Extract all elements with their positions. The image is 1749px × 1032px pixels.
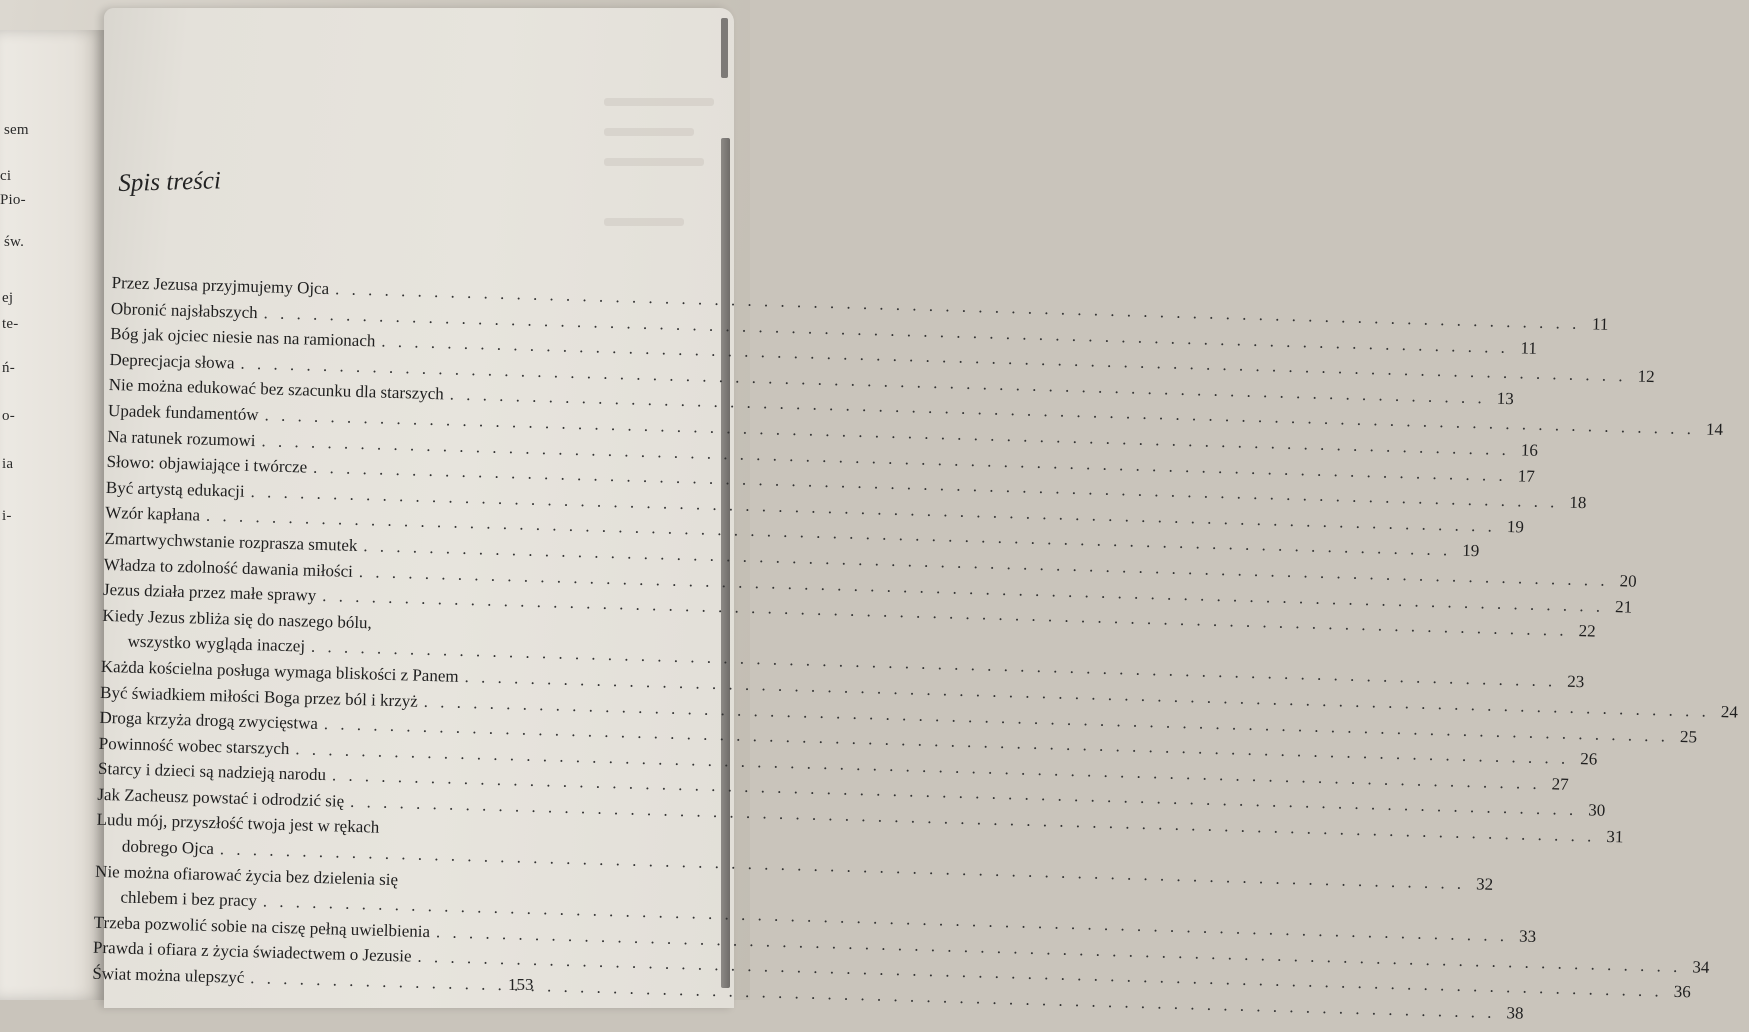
- toc-entry-title: Słowo: objawiające i twórcze: [106, 452, 308, 477]
- toc-entry-title: Droga krzyża drogą zwycięstwa: [99, 707, 319, 734]
- toc-entry-title: Deprecjacja słowa: [109, 349, 235, 373]
- toc-entry-title: Władza to zdolność dawania miłości: [103, 554, 354, 581]
- show-through-text: [604, 218, 684, 226]
- toc-entry-page: 18: [1569, 492, 1587, 513]
- toc-entry-page: 11: [1520, 337, 1538, 358]
- toc-entry-page: 30: [1587, 800, 1606, 821]
- toc-entry-title: Prawda i ofiara z życia świadectwem o Jezusie: [92, 938, 412, 967]
- left-text-fragment: te-: [2, 316, 19, 332]
- page-number: 153: [508, 975, 534, 994]
- toc-entry-title: Każda kościelna posługa wymaga bliskości z Panem: [100, 656, 459, 686]
- toc-entry-title: Świat można ulepszyć: [92, 963, 245, 987]
- toc-entry-page: 31: [1606, 826, 1624, 847]
- left-text-fragment: o-: [2, 408, 15, 424]
- toc-entry-title: Jak Zacheusz powstać i odrodzić się: [97, 784, 345, 811]
- toc-entry-page: 11: [1591, 314, 1609, 334]
- left-text-fragment: Pio-: [0, 192, 26, 208]
- toc-entry-title: Bóg jak ojciec niesie nas na ramionach: [109, 324, 376, 351]
- toc-entry-title: Być artystą edukacji: [105, 477, 245, 501]
- toc-entry-title: Wzór kapłana: [104, 503, 201, 525]
- toc-entry-title-line2: dobrego Ojca: [121, 836, 215, 859]
- show-through-text: [604, 128, 694, 136]
- toc-entry-page: 20: [1619, 571, 1637, 591]
- toc-entry-page: 17: [1517, 465, 1536, 486]
- toc-entry-page: 34: [1692, 957, 1710, 977]
- toc-entry-title: Starcy i dzieci są nadzieją narodu: [97, 759, 327, 785]
- toc-entry-page: 38: [1506, 1003, 1524, 1023]
- toc-entry-title: Jezus działa przez małe sprawy: [102, 580, 317, 605]
- toc-entry-page: 27: [1551, 774, 1569, 794]
- left-text-fragment: ej: [2, 290, 14, 306]
- toc-entry-title: Przez Jezusa przyjmujemy Ojca: [111, 272, 330, 299]
- toc-entry-page: 25: [1679, 726, 1698, 746]
- toc-entry-page: 13: [1496, 388, 1515, 408]
- toc-entry-page: 26: [1579, 749, 1598, 769]
- toc-entry-title: Obronić najsłabszych: [110, 298, 258, 322]
- toc-entry-page: 19: [1506, 516, 1525, 537]
- toc-entry-title: Być świadkiem miłości Boga przez ból i krzyż: [99, 682, 419, 711]
- left-text-fragment: i-: [2, 508, 12, 524]
- page-edge-shadow: [721, 18, 728, 78]
- toc-entry-title: Powinność wobec starszych: [98, 733, 290, 758]
- toc-entry-title-line2: wszystko wygląda inaczej: [127, 631, 306, 656]
- left-text-fragment: św.: [4, 234, 25, 250]
- toc-entry-page: 19: [1462, 541, 1480, 561]
- toc-entry-title: Trzeba pozwolić sobie na ciszę pełną uwielbienia: [93, 912, 431, 941]
- left-text-fragment: ń-: [2, 360, 15, 376]
- toc-entry-page: 36: [1673, 982, 1692, 1002]
- toc-entry-title-line2: chlebem i bez pracy: [120, 887, 258, 911]
- toc-entry-page: 33: [1518, 926, 1537, 947]
- left-text-fragment: ia: [2, 456, 14, 472]
- toc-entry-page: 22: [1578, 621, 1596, 641]
- show-through-text: [604, 98, 714, 106]
- toc-heading: Spis treści: [118, 167, 222, 197]
- toc-entry-title: Na ratunek rozumowi: [107, 426, 256, 450]
- left-text-fragment: ci: [0, 168, 12, 184]
- table-of-contents: [92, 270, 1739, 1023]
- toc-entry-page: 16: [1520, 440, 1539, 460]
- toc-entry-page: 21: [1614, 596, 1633, 617]
- toc-entry-title: Upadek fundamentów: [107, 400, 259, 425]
- toc-entry-title: Zmartwychwstanie rozprasza smutek: [104, 528, 358, 555]
- toc-entry-page: 32: [1475, 874, 1494, 894]
- toc-entry-title: Nie można ofiarować życia bez dzielenia się: [94, 861, 399, 889]
- toc-entry-page: 24: [1720, 702, 1739, 722]
- toc-entry-title: Kiedy Jezus zbliża się do naszego bólu,: [102, 605, 373, 633]
- left-page: [0, 30, 104, 1000]
- left-text-fragment: sem: [4, 122, 29, 138]
- show-through-text: [604, 158, 704, 166]
- toc-entry-page: 14: [1705, 419, 1724, 440]
- toc-entry-page: 23: [1567, 672, 1585, 692]
- toc-entry-page: 12: [1637, 366, 1655, 387]
- toc-entry-title: Nie można edukować bez szacunku dla starszych: [108, 375, 445, 404]
- toc-entry-title: Ludu mój, przyszłość twoja jest w rękach: [96, 810, 380, 838]
